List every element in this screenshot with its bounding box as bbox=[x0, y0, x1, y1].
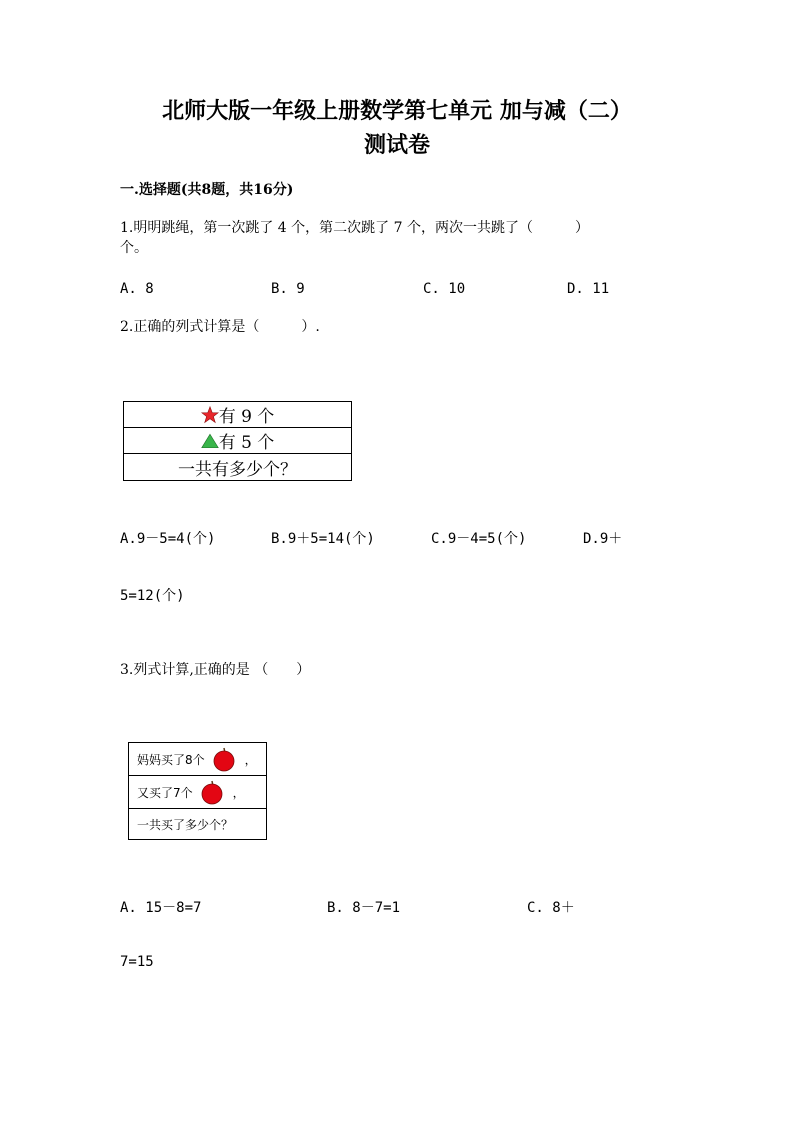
q3-table-row-2 bbox=[129, 776, 266, 809]
q3-table-row-1 bbox=[129, 743, 266, 776]
q1-text-wrap: 个。 bbox=[120, 240, 148, 256]
page-subtitle: 测试卷 bbox=[363, 132, 430, 158]
q3-option-a[interactable]: A. 15－8=7 bbox=[120, 900, 202, 916]
q2-option-a[interactable]: A.9－5=4(个) bbox=[120, 531, 216, 547]
q2-table bbox=[123, 401, 352, 481]
q2-option-c[interactable]: C.9－4=5(个) bbox=[431, 531, 527, 547]
q1-option-d[interactable]: D. 11 bbox=[567, 281, 610, 297]
q3-table-row-3 bbox=[129, 809, 266, 839]
q1-option-b[interactable]: B. 9 bbox=[271, 281, 305, 297]
q2-option-d-wrap: 5=12(个) bbox=[120, 588, 185, 604]
q3-table-label-3: 一共买了多少个？ bbox=[137, 817, 234, 832]
apple-icon bbox=[199, 779, 225, 805]
q3-table-comma-1: ， bbox=[244, 752, 257, 767]
q2-table-row-total bbox=[124, 454, 351, 480]
q3-table-comma-2: ， bbox=[232, 785, 245, 800]
apple-icon bbox=[211, 746, 237, 772]
q3-table-label-1: 妈妈买了8个 bbox=[137, 752, 205, 767]
q1-option-c[interactable]: C. 10 bbox=[423, 281, 466, 297]
page-title: 北师大版一年级上册数学第七单元 加与减（二） bbox=[162, 98, 632, 124]
q2-table-row-triangle bbox=[124, 428, 351, 454]
q2-table-row-star bbox=[124, 402, 351, 428]
q3-table bbox=[128, 742, 267, 840]
q3-text: 3.列式计算,正确的是 （ ） bbox=[120, 662, 311, 678]
q2-text: 2.正确的列式计算是（ ）. bbox=[120, 319, 320, 335]
q1-option-a[interactable]: A. 8 bbox=[120, 281, 154, 297]
q2-table-star-label: 有 9 个 bbox=[218, 407, 275, 427]
q3-option-c[interactable]: C. 8＋ bbox=[527, 900, 575, 916]
triangle-icon bbox=[201, 433, 219, 449]
q2-table-total-label: 一共有多少个？ bbox=[178, 459, 297, 480]
q2-option-b[interactable]: B.9＋5=14(个) bbox=[271, 531, 375, 547]
q3-option-c-wrap: 7=15 bbox=[120, 954, 154, 970]
q1-text: 1.明明跳绳，第一次跳了 4 个，第二次跳了 7 个，两次一共跳了（ ） bbox=[120, 220, 589, 236]
section-heading: 一.选择题(共8题，共16分) bbox=[120, 182, 294, 198]
q3-table-label-2: 又买了7个 bbox=[137, 785, 193, 800]
star-icon bbox=[201, 406, 219, 424]
q3-option-b[interactable]: B. 8－7=1 bbox=[327, 900, 401, 916]
q2-table-triangle-label: 有 5 个 bbox=[218, 433, 275, 453]
q2-option-d[interactable]: D.9＋ bbox=[583, 531, 623, 547]
